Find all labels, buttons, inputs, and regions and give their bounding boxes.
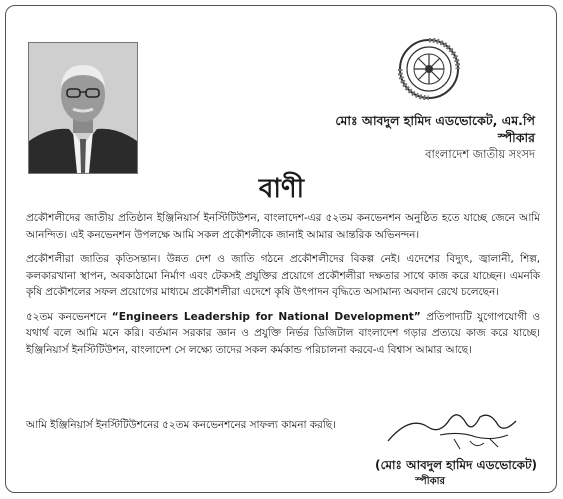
message-body <box>26 210 540 366</box>
paragraph-1: প্রকৌশলীদের জাতীয় প্রতিষ্ঠান ইঞ্জিনিয়ার্স ইনস্টিটিউশন, বাংলাদেশ-এর ৫২তম কনভেনশন অনুষ্ঠিত হতে যাচ্ছে জেনে আমি আনন্দিত। এই কনভেনশন উপলক্ষে আমি সকল প্রকৌশলীকে জানাই আমার আন্তরিক অভিনন্দন। <box>26 212 540 241</box>
signoff-title: স্পীকার <box>415 476 445 487</box>
paragraph-3 <box>26 309 540 359</box>
speaker-name: মোঃ আবদুল হামিদ এডভোকেট, এম.পি <box>335 113 535 128</box>
parliament-name: বাংলাদেশ জাতীয় সংসদ <box>425 147 535 161</box>
header-block <box>335 112 535 162</box>
speaker-title: স্পীকার <box>497 130 535 145</box>
parliament-seal-icon <box>398 38 460 100</box>
paragraph-3-intro: ৫২তম কনভেনশনে <box>26 310 107 323</box>
convention-theme: “Engineers Leadership for National Development” <box>111 310 421 323</box>
handwritten-signature <box>380 405 525 453</box>
closing-line: আমি ইঞ্জিনিয়ার্স ইনস্টিটিউশনের ৫২তম কনভেনশনের সাফল্য কামনা করছি। <box>26 419 336 431</box>
paragraph-3-rest: প্রতিপাদ্যটি যুগোপযোগী ও যথার্থ বলে আমি মনে করি। বর্তমান সরকার জ্ঞান ও প্রযুক্তি নির্ভর ডিজিটাল বাংলাদেশ গড়ার প্রত্যয়ে কাজ করে যাচ্ছে। ইঞ্জিনিয়ার্স ইনস্টিটিউশন, বাংলাদেশ সে লক্ষ্যে তাদের সকল কর্মকান্ড পরিচালনা করবে-এ বিশ্বাস আমার আছে। <box>26 310 540 356</box>
page-heading: বাণী <box>258 174 305 204</box>
signoff-name: (মোঃ আবদুল হামিদ এডভোকেট) <box>375 458 537 472</box>
paragraph-2: প্রকৌশলীরা জাতির কৃতিসন্তান। উন্নত দেশ ও জাতি গঠনে প্রকৌশলীদের বিকল্প নেই। এদেশের বিদ্যুৎ, জ্বালানী, শিল্প, কলকারখানা স্থাপন, অবকাঠামো নির্মাণ এবং টেকসই প্রযুক্তির প্রয়োগে প্রকৌশলীরা দক্ষতার সাথে কাজ করে যাচ্ছেন। এমনকি কৃষি প্রকৌশলের সফল প্রয়োগের মাধ্যমে প্রকৌশলীরা এদেশে কৃষি উৎপাদন বৃদ্ধিতে অসামান্য অবদান রেখে চলেছেন। <box>26 253 540 298</box>
portrait-photo <box>28 42 138 174</box>
